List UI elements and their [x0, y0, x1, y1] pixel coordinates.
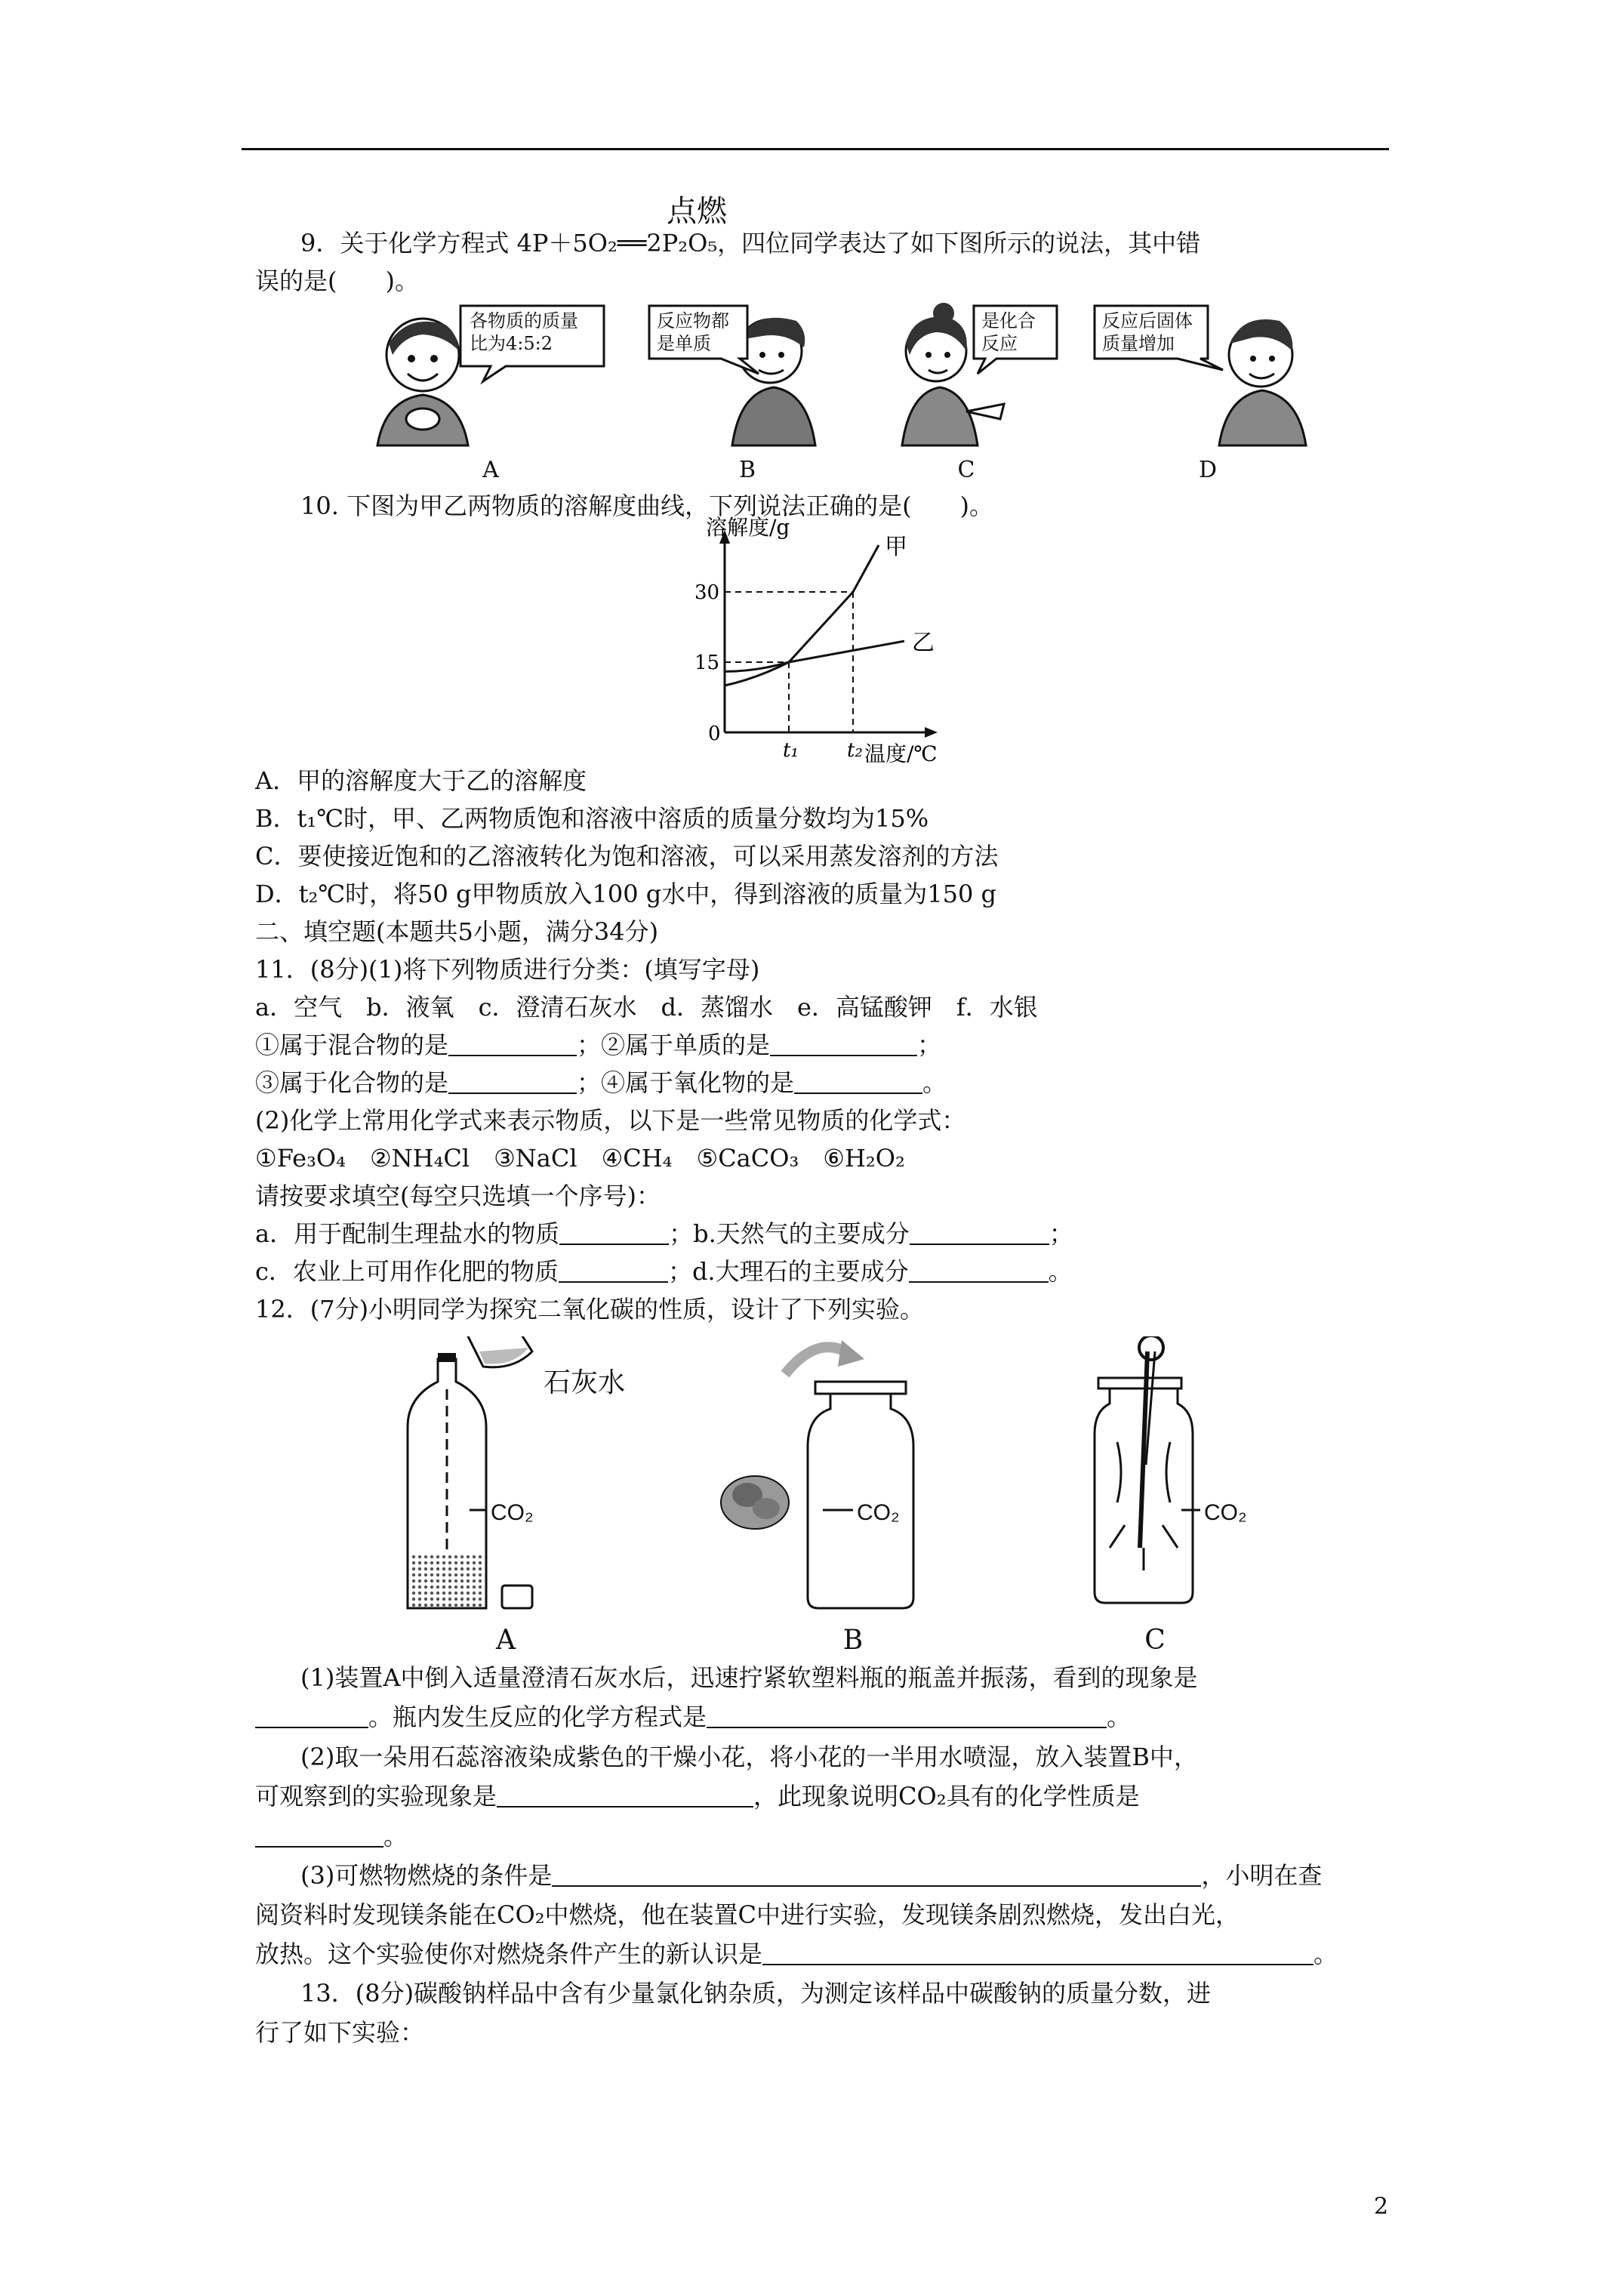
ytick-15: 15	[694, 652, 720, 674]
device-label-b: B	[842, 1625, 864, 1656]
co2-label-a: CO₂	[491, 1500, 534, 1525]
answer-blank-oxide[interactable]	[794, 1070, 922, 1094]
q12-p3-line2: 阅资料时发现镁条能在CO₂中燃烧，他在装置C中进行实验，发现镁条剧烈燃烧，发出白光，	[255, 1900, 1240, 1929]
page-number: 2	[1374, 2193, 1389, 2220]
answer-blank-mixture[interactable]	[448, 1032, 577, 1056]
q12-p3-line1	[300, 1859, 1322, 1892]
bubble-b-line2: 是单质	[657, 333, 711, 354]
q10-option-d[interactable]: D．t₂℃时，将50 g甲物质放入100 g水中，得到溶液的质量为150 g	[255, 880, 996, 908]
x-axis-label: 温度/℃	[864, 741, 938, 763]
q9-label-c: C	[957, 457, 975, 483]
device-b-jar	[721, 1340, 913, 1608]
q11-r3end: ；	[1049, 1219, 1073, 1248]
q12-head: 12．(7分)小明同学为探究二氧化碳的性质，设计了下列实验。	[255, 1295, 925, 1324]
bubble-b-line1: 反应物都	[657, 310, 729, 331]
series-line-jia	[725, 545, 879, 686]
q11-r2a: ③属于化合物的是	[255, 1068, 449, 1097]
answer-blank-marble[interactable]	[909, 1259, 1049, 1283]
answer-blank-equation[interactable]	[707, 1704, 1107, 1728]
q12-p1-line1: (1)装置A中倒入适量澄清石灰水后，迅速拧紧软塑料瓶的瓶盖并振荡，看到的现象是	[300, 1663, 1198, 1692]
q10-option-b[interactable]: B．t₁℃时，甲、乙两物质饱和溶液中溶质的质量分数均为15%	[255, 804, 929, 833]
q12-p3a2: ，小明在查	[1201, 1861, 1323, 1890]
co2-label-b: CO₂	[857, 1500, 900, 1525]
q11-r2b: ；④属于氧化物的是	[577, 1068, 795, 1097]
bubble-c-line2: 反应	[981, 333, 1018, 354]
q12-p2end: 。	[383, 1822, 408, 1851]
xtick-t2: t₂	[847, 739, 863, 762]
answer-blank-element[interactable]	[770, 1032, 917, 1056]
device-c-jar	[1095, 1336, 1200, 1603]
q12-p2b: 可观察到的实验现象是	[255, 1782, 497, 1811]
answer-blank-phenomenon-a[interactable]	[255, 1704, 368, 1728]
bubble-a-line2: 比为4:5:2	[470, 333, 553, 354]
y-axis-label: 溶解度/g	[706, 515, 790, 540]
bubble-a-line1: 各物质的质量	[470, 310, 578, 331]
answer-blank-new-insight[interactable]	[762, 1941, 1313, 1965]
answer-blank-compound[interactable]	[448, 1070, 577, 1094]
student-d-illustration	[1219, 319, 1306, 445]
q11-r1a: ①属于混合物的是	[255, 1031, 449, 1059]
ytick-30: 30	[694, 581, 720, 604]
flower-icon	[721, 1476, 789, 1529]
q11-r3b: ；b.天然气的主要成分	[669, 1219, 910, 1248]
q12-p1end: 。	[1107, 1703, 1132, 1731]
q9-label-b: B	[738, 457, 756, 483]
q13-line2: 行了如下实验：	[255, 2018, 425, 2047]
q12-p3c: 放热。这个实验使你对燃烧条件产生的新认识是	[255, 1940, 763, 1968]
q9-line2: 误的是( )。	[255, 267, 419, 295]
q11-r2end: 。	[922, 1068, 947, 1097]
q11-items: a．空气 b．液氧 c．澄清石灰水 d．蒸馏水 e．高锰酸钾 f．水银	[255, 993, 1038, 1022]
q11-r4b: ；d.大理石的主要成分	[667, 1257, 909, 1286]
answer-blank-phenomenon-b[interactable]	[497, 1783, 753, 1808]
q9-line1: 9．关于化学方程式 4P＋5O₂══2P₂O₅，四位同学表达了如下图所示的说法，其中错	[300, 229, 1201, 257]
co2-label-c: CO₂	[1204, 1500, 1247, 1525]
q12-p2-line3	[255, 1820, 408, 1853]
q11-req: 请按要求填空(每空只选填一个序号)：	[255, 1182, 661, 1210]
q13-line1: 13．(8分)碳酸钠样品中含有少量氯化钠杂质，为测定该样品中碳酸钠的质量分数，进	[300, 1979, 1212, 2008]
device-label-a: A	[496, 1625, 516, 1656]
q11-row2	[255, 1066, 947, 1099]
q10-option-c[interactable]: C．要使接近饱和的乙溶液转化为饱和溶液，可以采用蒸发溶剂的方法	[255, 842, 999, 871]
q12-p3end: 。	[1313, 1940, 1338, 1968]
xtick-t1: t₁	[783, 739, 799, 762]
q11-r4a: c．农业上可用作化肥的物质	[255, 1257, 559, 1286]
solubility-chart	[664, 513, 966, 763]
series-label-yi: 乙	[912, 630, 935, 657]
x-axis-arrow	[925, 727, 938, 738]
q9-label-a: A	[482, 457, 499, 483]
q11-p2: (2)化学上常用化学式来表示物质，以下是一些常见物质的化学式：	[255, 1106, 966, 1135]
q12-p3-line3	[255, 1937, 1338, 1971]
q12-p2-line2	[255, 1780, 1140, 1813]
q12-p2-line1: (2)取一朵用石蕊溶液染成紫色的干燥小花，将小花的一半用水喷湿，放入装置B中，	[300, 1743, 1198, 1771]
q12-p2c: ，此现象说明CO₂具有的化学性质是	[753, 1782, 1140, 1811]
q12-p1b: 。瓶内发生反应的化学方程式是	[368, 1703, 707, 1731]
q11-row1	[255, 1028, 941, 1062]
device-label-c: C	[1144, 1625, 1166, 1656]
answer-blank-chem-property[interactable]	[255, 1823, 383, 1848]
answer-blank-fertilizer[interactable]	[559, 1259, 668, 1283]
series-label-jia: 甲	[885, 534, 907, 560]
header-rule	[242, 148, 1389, 150]
q11-head: 11．(8分)(1)将下列物质进行分类：(填写字母)	[255, 955, 760, 984]
q11-row3	[255, 1217, 1073, 1250]
device-a-bottle	[408, 1336, 532, 1608]
ytick-0: 0	[708, 723, 721, 745]
bubble-d-line1: 反应后固体	[1102, 310, 1193, 331]
q11-r4end: 。	[1048, 1257, 1073, 1286]
reaction-condition: 点燃	[667, 194, 727, 229]
bubble-d-line2: 质量增加	[1102, 333, 1175, 354]
answer-blank-saline[interactable]	[559, 1221, 669, 1245]
q11-formulas: ①Fe₃O₄ ②NH₄Cl ③NaCl ④CH₄ ⑤CaCO₃ ⑥H₂O₂	[255, 1144, 905, 1173]
q12-p3a: (3)可燃物燃烧的条件是	[300, 1861, 553, 1890]
q10-option-a[interactable]: A．甲的溶解度大于乙的溶解度	[255, 766, 587, 795]
bubble-c-line1: 是化合	[981, 310, 1036, 331]
q11-r1end: ；	[917, 1031, 942, 1059]
student-a-illustration	[377, 319, 468, 445]
answer-blank-combustion-conditions[interactable]	[552, 1863, 1201, 1887]
q11-r3a: a．用于配制生理盐水的物质	[255, 1219, 560, 1248]
q12-p1-line2	[255, 1700, 1131, 1734]
section-heading: 二、填空题(本题共5小题，满分34分)	[255, 917, 659, 946]
q11-row4	[255, 1255, 1073, 1288]
q11-r1b: ；②属于单质的是	[577, 1031, 771, 1059]
lime-water-label: 石灰水	[544, 1367, 626, 1398]
series-line-yi	[725, 641, 904, 671]
q10-stem: 10. 下图为甲乙两物质的溶解度曲线，下列说法正确的是( )。	[300, 492, 994, 520]
co2-apparatus-figure	[393, 1336, 1283, 1638]
q9-label-d: D	[1198, 457, 1218, 483]
answer-blank-natural-gas[interactable]	[910, 1221, 1049, 1245]
